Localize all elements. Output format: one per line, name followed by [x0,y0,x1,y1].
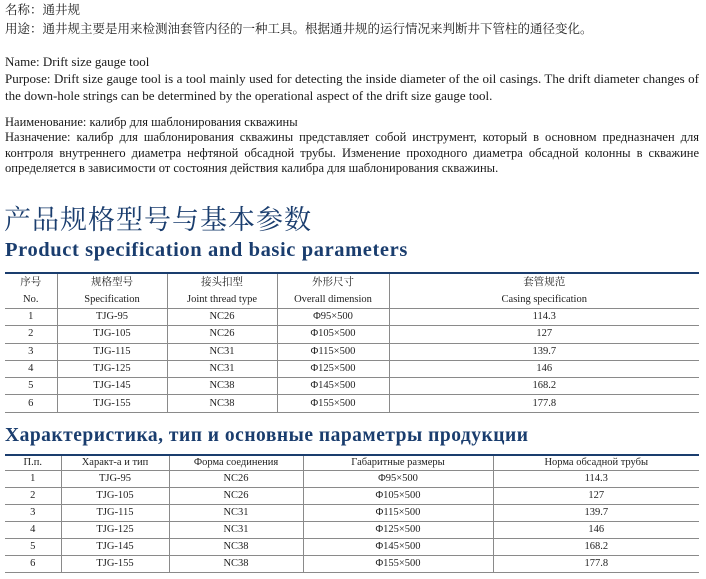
table-cell: 5 [5,378,57,395]
table-cell: NC26 [169,471,303,488]
table-cell: NC31 [167,360,277,377]
table-cell: NC26 [167,326,277,343]
header-label: Overall dimension [294,294,372,305]
table-cell: TJG-105 [61,488,169,505]
table-cell: TJG-95 [57,309,167,326]
table-row [5,378,699,395]
table-cell: 4 [5,360,57,377]
header-label: No. [23,294,39,305]
header-cell: Норма обсадной трубы [493,455,699,471]
table-row [5,539,699,556]
table-row [5,360,699,377]
header-label: Specification [84,294,140,305]
table-cell: 114.3 [389,309,699,326]
table-cell: 139.7 [493,505,699,522]
table-cell: 6 [5,556,61,573]
table-cell: Φ145×500 [277,378,389,395]
table-cell: 146 [389,360,699,377]
table-cell: TJG-155 [57,395,167,412]
table-cell: 2 [5,326,57,343]
ru-name-line: Наименование: калибр для шаблонирования скважины [5,115,298,129]
header-label: 序号 [20,277,42,288]
header-cell [389,273,699,309]
table-cell: Φ115×500 [303,505,493,522]
table-cell: 177.8 [389,395,699,412]
table-cell: Φ125×500 [277,360,389,377]
table-cell: 127 [493,488,699,505]
table-cell: 4 [5,522,61,539]
table-cell: TJG-125 [57,360,167,377]
table-cell: Φ155×500 [277,395,389,412]
table-cell: Φ105×500 [277,326,389,343]
table-cell: 1 [5,309,57,326]
header-cell [57,273,167,309]
table-cell: NC38 [167,395,277,412]
table-cell: NC38 [169,556,303,573]
table-cell: 127 [389,326,699,343]
table-row [5,326,699,343]
table-cell: NC38 [167,378,277,395]
table-cell: NC26 [169,488,303,505]
section-title-en: Product specification and basic parameters [5,239,408,261]
table-cell: Φ145×500 [303,539,493,556]
table-cell: NC31 [167,343,277,360]
header-label: 套管规范 [523,277,566,288]
header-label: Joint thread type [187,294,257,305]
table-cell: 3 [5,343,57,360]
zh-purpose-line: 用途：通井规主要是用来检测油套管内径的一种工具。根据通井规的运行情况来判断井下管柱的通径变化。 [5,21,593,36]
table-cell: TJG-145 [57,378,167,395]
table-cell: Φ115×500 [277,343,389,360]
table-cell: TJG-95 [61,471,169,488]
header-cell: Форма соединения [169,455,303,471]
table-cell: TJG-105 [57,326,167,343]
table-cell: 1 [5,471,61,488]
zh-name-line: 名称：通井规 [5,2,81,17]
en-name-line: Name: Drift size gauge tool [5,54,150,69]
table-cell: 3 [5,505,61,522]
header-label: 规格型号 [91,277,133,288]
header-cell [277,273,389,309]
table-cell: 2 [5,488,61,505]
table-row [5,505,699,522]
header-label: 外形尺寸 [312,277,354,288]
table-cell: 146 [493,522,699,539]
table-row [5,343,699,360]
table-cell: 168.2 [389,378,699,395]
table-cell: 139.7 [389,343,699,360]
table-row [5,309,699,326]
ru-purpose-paragraph: Назначение: калибр для шаблонирования скважины представляет собой инструмент, который в основном предназначен для контроля внутреннего диаметра нефтяной обсадной трубы. Изменение проходного диаметра обсадной колонны в скважине определяется в зависимости от состояния действия калибра для шаблонирования скважины. [5,130,699,175]
table-cell: 5 [5,539,61,556]
table-cell: 168.2 [493,539,699,556]
spec-table-ru [5,454,699,573]
header-label: Casing specification [501,294,587,305]
table-cell: TJG-115 [57,343,167,360]
table-row [5,522,699,539]
table-cell: 6 [5,395,57,412]
table-cell: Φ95×500 [303,471,493,488]
header-cell: Габаритные размеры [303,455,493,471]
table-header-row [5,455,699,471]
table-row [5,556,699,573]
table-cell: NC31 [169,505,303,522]
table-header-row [5,273,699,309]
en-purpose-paragraph: Purpose: Drift size gauge tool is a tool mainly used for detecting the inside diameter of the oil casings. The drift diameter changes of the down-hole strings can be determined by the operational aspect of the drift size gauge tool. [5,71,699,103]
table-cell: NC31 [169,522,303,539]
table-row [5,488,699,505]
table-row [5,471,699,488]
header-cell: Характ-а и тип [61,455,169,471]
table-cell: Φ155×500 [303,556,493,573]
section-title-zh: 产品规格型号与基本参数 [4,205,312,236]
table-cell: TJG-145 [61,539,169,556]
table-cell: Φ105×500 [303,488,493,505]
section-title-ru: Характеристика, тип и основные параметры продукции [5,425,529,446]
spec-table-zh-en [5,272,699,413]
table-cell: TJG-125 [61,522,169,539]
header-cell [5,273,57,309]
table-cell: Φ95×500 [277,309,389,326]
table-cell: TJG-155 [61,556,169,573]
table-cell: Φ125×500 [303,522,493,539]
table-cell: NC26 [167,309,277,326]
header-cell [167,273,277,309]
table-cell: 177.8 [493,556,699,573]
header-label: 接头扣型 [201,277,243,288]
table-cell: TJG-115 [61,505,169,522]
table-row [5,395,699,412]
table-cell: 114.3 [493,471,699,488]
table-cell: NC38 [169,539,303,556]
header-cell: П.п. [5,455,61,471]
